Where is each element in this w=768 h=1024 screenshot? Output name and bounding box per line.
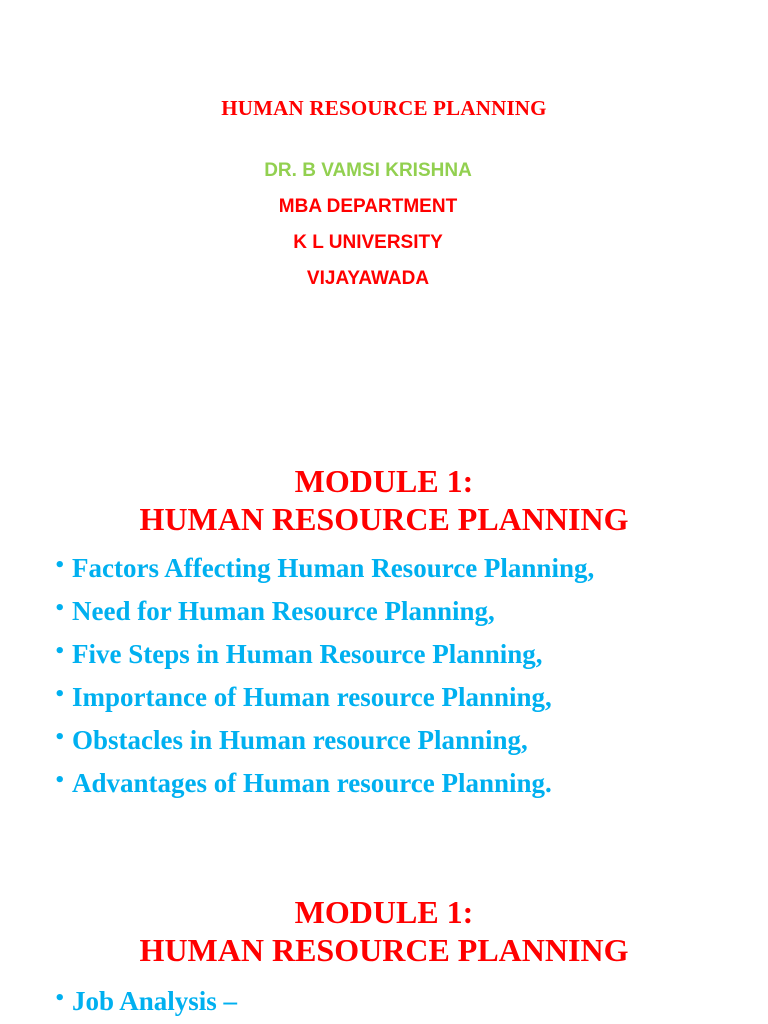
- module1-heading-number: MODULE 1:: [294, 463, 474, 499]
- bullet-icon: •: [54, 727, 66, 748]
- list-item-text: Need for Human Resource Planning,: [72, 596, 495, 626]
- bullet-icon: •: [54, 598, 66, 619]
- list-item: [54, 590, 594, 633]
- module1-heading-title: HUMAN RESOURCE PLANNING: [139, 501, 629, 537]
- list-item: [54, 547, 594, 590]
- title-slide: [0, 0, 768, 420]
- bullet-icon: •: [54, 770, 66, 791]
- list-item: [54, 719, 594, 762]
- bullet-icon: •: [54, 684, 66, 705]
- list-item-text: Factors Affecting Human Resource Planning,: [72, 553, 595, 583]
- list-item-text: Importance of Human resource Planning,: [72, 682, 552, 712]
- list-item-text: Job Analysis –: [72, 986, 238, 1016]
- list-item: [54, 762, 594, 805]
- module1-heading: [0, 462, 768, 538]
- bullet-icon: •: [54, 988, 66, 1009]
- author-name: DR. B VAMSI KRISHNA: [264, 160, 472, 181]
- list-item-text: Obstacles in Human resource Planning,: [72, 725, 528, 755]
- department-name: MBA DEPARTMENT: [278, 196, 458, 217]
- bullet-icon: •: [54, 555, 66, 576]
- module2-heading-number: MODULE 1:: [294, 894, 474, 930]
- module2-heading-title: HUMAN RESOURCE PLANNING: [139, 932, 629, 968]
- module1-topic-list: [54, 547, 594, 805]
- list-item: [54, 980, 237, 1023]
- module2-heading: [0, 893, 768, 969]
- list-item: [54, 633, 594, 676]
- bullet-icon: •: [54, 641, 66, 662]
- list-item-text: Five Steps in Human Resource Planning,: [72, 639, 543, 669]
- list-item-text: Advantages of Human resource Planning.: [72, 768, 552, 798]
- city-name: VIJAYAWADA: [306, 268, 430, 289]
- presentation-title: HUMAN RESOURCE PLANNING: [221, 96, 547, 120]
- university-name: K L UNIVERSITY: [293, 232, 443, 253]
- list-item: [54, 676, 594, 719]
- module2-topic-list: [54, 980, 237, 1023]
